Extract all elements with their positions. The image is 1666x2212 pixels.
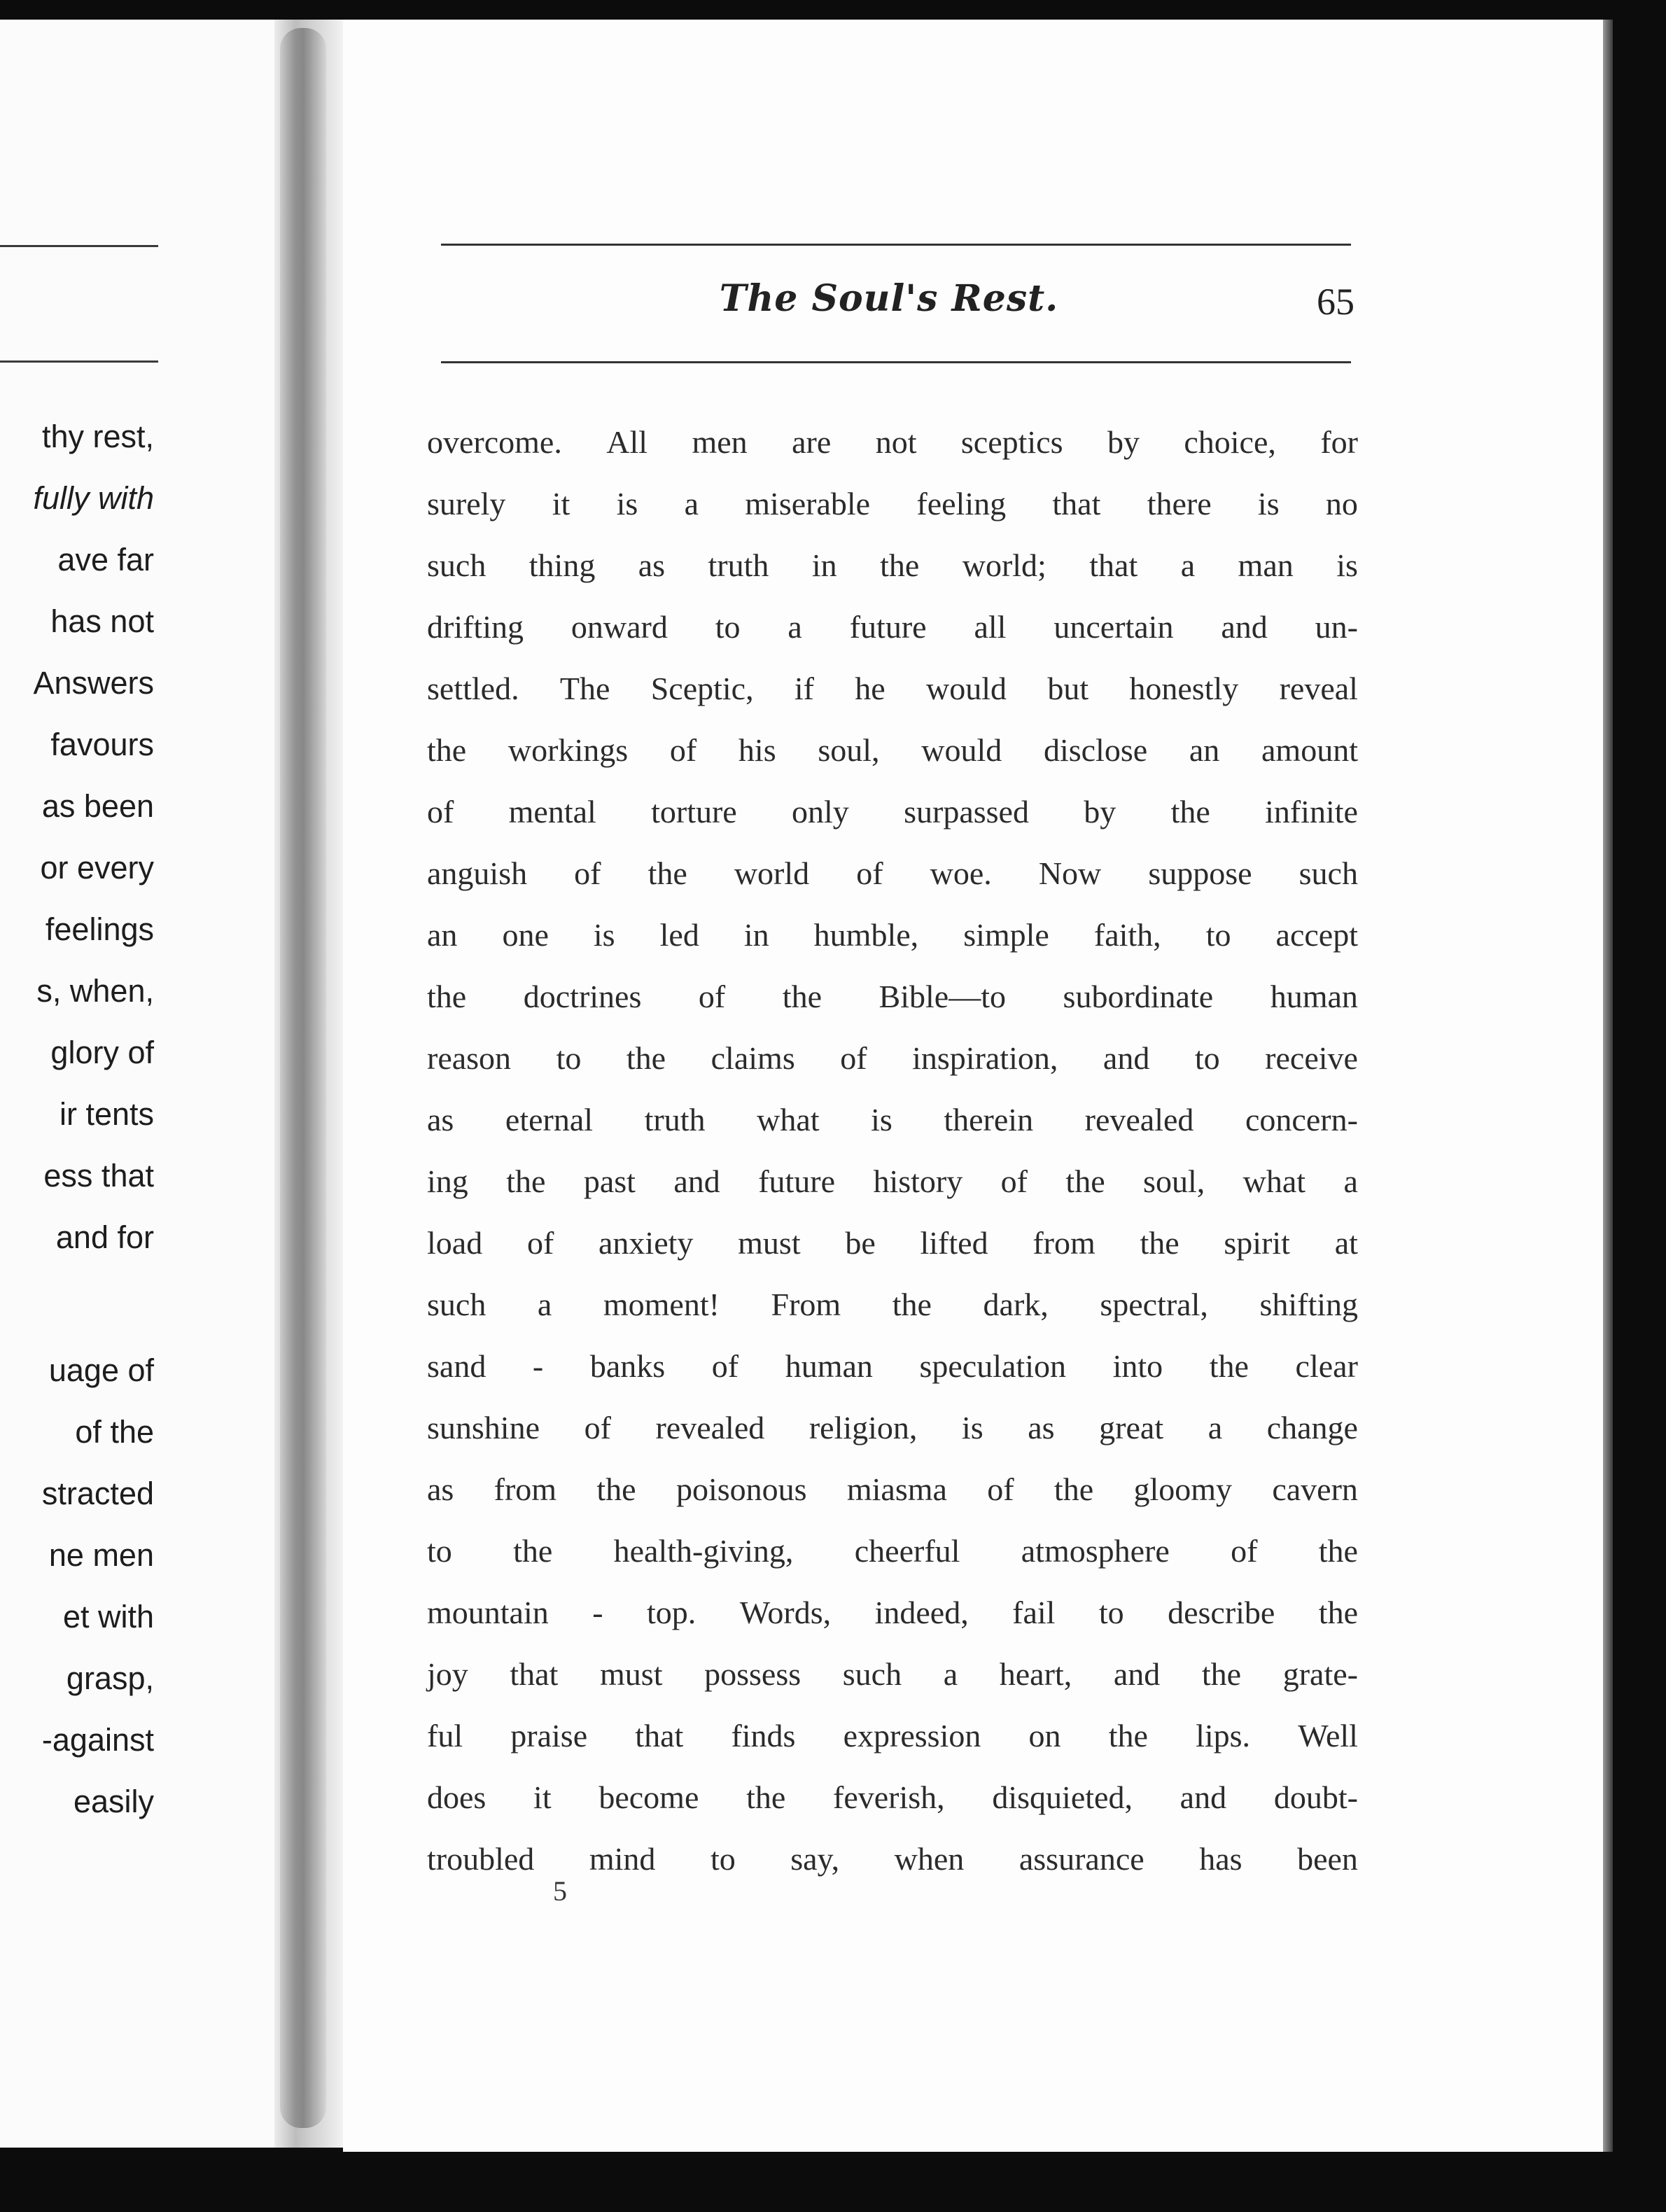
word: ful [427,1718,463,1754]
word: by [1107,424,1140,460]
word: surely [427,486,506,522]
body-line [427,1520,1358,1582]
word: in [743,917,769,953]
word: has [1199,1841,1242,1877]
word: doctrines [523,979,642,1014]
word: is [962,1410,983,1446]
left-header-rule-bottom [0,360,158,363]
word: moment! [603,1287,720,1322]
left-line: ne men [48,1537,154,1573]
word: that [635,1718,684,1754]
word: Words, [739,1595,832,1630]
word: ing [427,1163,468,1199]
word: to [710,1841,736,1877]
word: truth [708,547,769,583]
word: doubt- [1273,1779,1358,1815]
word: does [427,1779,486,1815]
word: the [513,1533,553,1569]
left-line: easily [73,1784,154,1819]
word: un- [1315,609,1358,645]
word: mind [589,1841,656,1877]
word: one [502,917,549,953]
left-line: ess that [43,1158,154,1194]
word: would [926,671,1007,706]
word: men [692,424,748,460]
header-rule-top [441,244,1351,246]
left-line: -against [41,1722,154,1758]
left-line: glory of [50,1035,154,1070]
word: shifting [1259,1287,1358,1322]
word: such [1298,855,1358,891]
word: uncertain [1054,609,1174,645]
word: reason [427,1040,512,1076]
word: fail [1012,1595,1056,1630]
word: overcome. [427,424,562,460]
word: of [1000,1163,1028,1199]
left-line: ave far [57,542,154,578]
word: of [987,1471,1014,1507]
word: choice, [1184,424,1276,460]
word: is [616,486,638,522]
word: the [1054,1471,1094,1507]
word: the [782,979,822,1014]
word: disclose [1043,732,1148,768]
word: therein [944,1102,1034,1138]
word: the [1170,794,1210,830]
word: a [1208,1410,1223,1446]
word: the [1318,1533,1358,1569]
word: workings [507,732,629,768]
left-line: feelings [45,911,154,947]
word: world [734,855,810,891]
word: woe. [930,855,992,891]
word: mountain [427,1595,549,1630]
body-line [427,781,1358,843]
word: expression [843,1718,981,1754]
word: and [1221,609,1268,645]
word: is [593,917,615,953]
word: all [974,609,1007,645]
left-header-rule-top [0,245,158,247]
word: miserable [745,486,871,522]
word: is [871,1102,892,1138]
word: anguish [427,855,528,891]
word: of [584,1410,611,1446]
word: health-giving, [613,1533,794,1569]
word: not [875,424,917,460]
word: Sceptic, [650,671,754,706]
right-page [343,20,1603,2152]
body-line [427,1582,1358,1644]
word: the [1140,1225,1180,1261]
word: simple [963,917,1049,953]
word: load [427,1225,483,1261]
body-line [427,658,1358,720]
word: for [1320,424,1358,460]
word: heart, [999,1656,1072,1692]
word: honestly [1129,671,1239,706]
word: humble, [813,917,919,953]
word: feverish, [833,1779,945,1815]
word: of [427,794,454,830]
word: but [1047,671,1089,706]
word: into [1112,1348,1163,1384]
word: and [1113,1656,1161,1692]
word: future [849,609,927,645]
word: troubled [427,1841,535,1877]
word: Now [1038,855,1102,891]
word: subordinate [1063,979,1214,1014]
word: banks [589,1348,666,1384]
left-line: Answers [33,665,154,701]
word: - [592,1595,603,1630]
word: man [1238,547,1294,583]
word: eternal [505,1102,594,1138]
word: from [1032,1225,1096,1261]
word: of [711,1348,739,1384]
left-line: fully with [33,480,154,516]
word: an [427,917,458,953]
gutter-shadow [280,28,326,2128]
word: suppose [1148,855,1252,891]
word: in [811,547,837,583]
word: indeed, [874,1595,969,1630]
word: to [1205,917,1231,953]
left-page-text [0,406,154,1833]
word: surpassed [904,794,1029,830]
left-line: has not [50,603,154,639]
word: to [556,1040,582,1076]
word: the [1209,1348,1249,1384]
word: that [1089,547,1138,583]
word: to [1194,1040,1220,1076]
word: the [880,547,920,583]
left-line: grasp, [66,1660,154,1696]
word: describe [1168,1595,1275,1630]
left-line: or every [40,850,154,886]
word: from [493,1471,557,1507]
word: the [1108,1718,1148,1754]
word: lifted [920,1225,988,1261]
word: on [1028,1718,1061,1754]
word: future [758,1163,836,1199]
word: that [510,1656,559,1692]
word: faith, [1093,917,1161,953]
word: onward [570,609,668,645]
word: the [427,732,467,768]
word: would [921,732,1002,768]
left-line: et with [62,1599,154,1634]
word: cheerful [854,1533,960,1569]
page-number: 65 [1317,281,1354,323]
body-line [427,596,1358,658]
word: what [757,1102,820,1138]
word: no [1325,486,1358,522]
word: are [792,424,832,460]
body-line [427,720,1358,781]
word: his [738,732,776,768]
word: become [598,1779,699,1815]
word: soul, [1143,1163,1205,1199]
word: of [574,855,601,891]
body-line [427,1151,1358,1212]
word: truth [644,1102,706,1138]
word: world; [962,547,1046,583]
body-line [427,904,1358,966]
left-line: thy rest, [41,419,154,454]
word: drifting [427,609,524,645]
word: sceptics [960,424,1063,460]
body-line [427,1705,1358,1767]
word: atmosphere [1021,1533,1170,1569]
word: the [506,1163,546,1199]
body-line [427,1274,1358,1336]
word: - [532,1348,544,1384]
word: joy [427,1656,468,1692]
word: speculation [919,1348,1066,1384]
word: Well [1298,1718,1358,1754]
word: grate- [1282,1656,1358,1692]
word: must [600,1656,663,1692]
word: of [1231,1533,1258,1569]
body-line [427,535,1358,596]
body-line [427,843,1358,904]
word: lips. [1196,1718,1251,1754]
word: spectral, [1100,1287,1208,1322]
word: All [606,424,648,460]
word: a [537,1287,552,1322]
word: infinite [1265,794,1358,830]
word: when [894,1841,965,1877]
word: as [427,1471,454,1507]
word: the [1318,1595,1358,1630]
body-line [427,966,1358,1028]
word: only [792,794,849,830]
word: possess [704,1656,802,1692]
word: claims [710,1040,795,1076]
word: at [1334,1225,1358,1261]
word: human [1270,979,1358,1014]
word: spirit [1224,1225,1290,1261]
word: to [715,609,741,645]
word: past [583,1163,636,1199]
word: must [738,1225,801,1261]
word: be [845,1225,876,1261]
page-edge-shadow [1603,20,1613,2152]
word: is [1336,547,1358,583]
word: clear [1295,1348,1358,1384]
running-title: The Soul's Rest. [719,277,1059,320]
word: the [746,1779,786,1815]
left-page-fragment [0,20,274,2148]
word: such [427,1287,486,1322]
word: what [1242,1163,1306,1199]
word: anxiety [598,1225,694,1261]
word: the [892,1287,932,1322]
word: a [1180,547,1196,583]
word: settled. [427,671,519,706]
word: of [698,979,726,1014]
word: the [648,855,687,891]
word: feeling [916,486,1007,522]
word: soul, [818,732,880,768]
word: praise [510,1718,588,1754]
word: as [1028,1410,1055,1446]
word: there [1147,486,1212,522]
left-line: as been [41,788,154,824]
word: finds [731,1718,796,1754]
body-line [427,1028,1358,1089]
word: great [1099,1410,1164,1446]
word: the [626,1040,666,1076]
body-line [427,1212,1358,1274]
word: sunshine [427,1410,540,1446]
word: revealed [655,1410,765,1446]
word: Bible—to [878,979,1006,1014]
signature-mark: 5 [553,1875,567,1907]
word: human [785,1348,873,1384]
word: and [673,1163,720,1199]
left-line: ir tents [59,1096,154,1132]
word: it [533,1779,552,1815]
word: if [794,671,814,706]
body-line [427,412,1358,473]
word: mental [508,794,596,830]
word: an [1189,732,1220,768]
word: cavern [1272,1471,1358,1507]
word: the [1065,1163,1105,1199]
word: history [873,1163,963,1199]
word: the [596,1471,636,1507]
body-line [427,1459,1358,1520]
word: and [1180,1779,1227,1815]
word: a [1343,1163,1358,1199]
word: disquieted, [992,1779,1133,1815]
word: concern- [1245,1102,1358,1138]
word: top. [646,1595,696,1630]
word: a [684,486,699,522]
word: it [552,486,570,522]
word: miasma [846,1471,947,1507]
word: thing [528,547,596,583]
body-line [427,1397,1358,1459]
word: is [1257,486,1280,522]
word: such [842,1656,902,1692]
word: a [788,609,802,645]
word: led [659,917,699,953]
word: a [943,1656,958,1692]
word: to [427,1533,452,1569]
left-line: of the [75,1414,154,1450]
body-text [427,412,1358,1890]
word: of [526,1225,554,1261]
body-line [427,473,1358,535]
word: reveal [1279,671,1358,706]
body-line [427,1644,1358,1705]
word: change [1266,1410,1358,1446]
word: say, [790,1841,840,1877]
word: inspiration, [912,1040,1058,1076]
word: torture [651,794,737,830]
body-line [427,1089,1358,1151]
word: poisonous [676,1471,807,1507]
word: the [1201,1656,1242,1692]
word: assurance [1018,1841,1144,1877]
word: and [1102,1040,1150,1076]
word: by [1084,794,1116,830]
word: accept [1275,917,1358,953]
word: of [840,1040,867,1076]
left-line: favours [50,727,154,762]
word: From [771,1287,841,1322]
word: of [856,855,883,891]
word: of [669,732,697,768]
left-line: and for [55,1219,154,1255]
word: been [1297,1841,1358,1877]
word: such [427,547,486,583]
left-line: uage of [48,1352,154,1388]
word: gloomy [1133,1471,1233,1507]
word: he [855,671,886,706]
word: the [427,979,467,1014]
word: dark, [983,1287,1049,1322]
word: revealed [1084,1102,1194,1138]
word: amount [1261,732,1358,768]
header-rule-bottom [441,361,1351,363]
left-line: s, when, [36,973,154,1009]
word: as [427,1102,454,1138]
word: as [638,547,666,583]
body-line [427,1767,1358,1828]
word: The [559,671,610,706]
word: receive [1265,1040,1358,1076]
word: sand [427,1348,486,1384]
left-line: stracted [41,1476,154,1511]
word: religion, [808,1410,918,1446]
word: to [1098,1595,1124,1630]
word: that [1052,486,1101,522]
body-line [427,1336,1358,1397]
